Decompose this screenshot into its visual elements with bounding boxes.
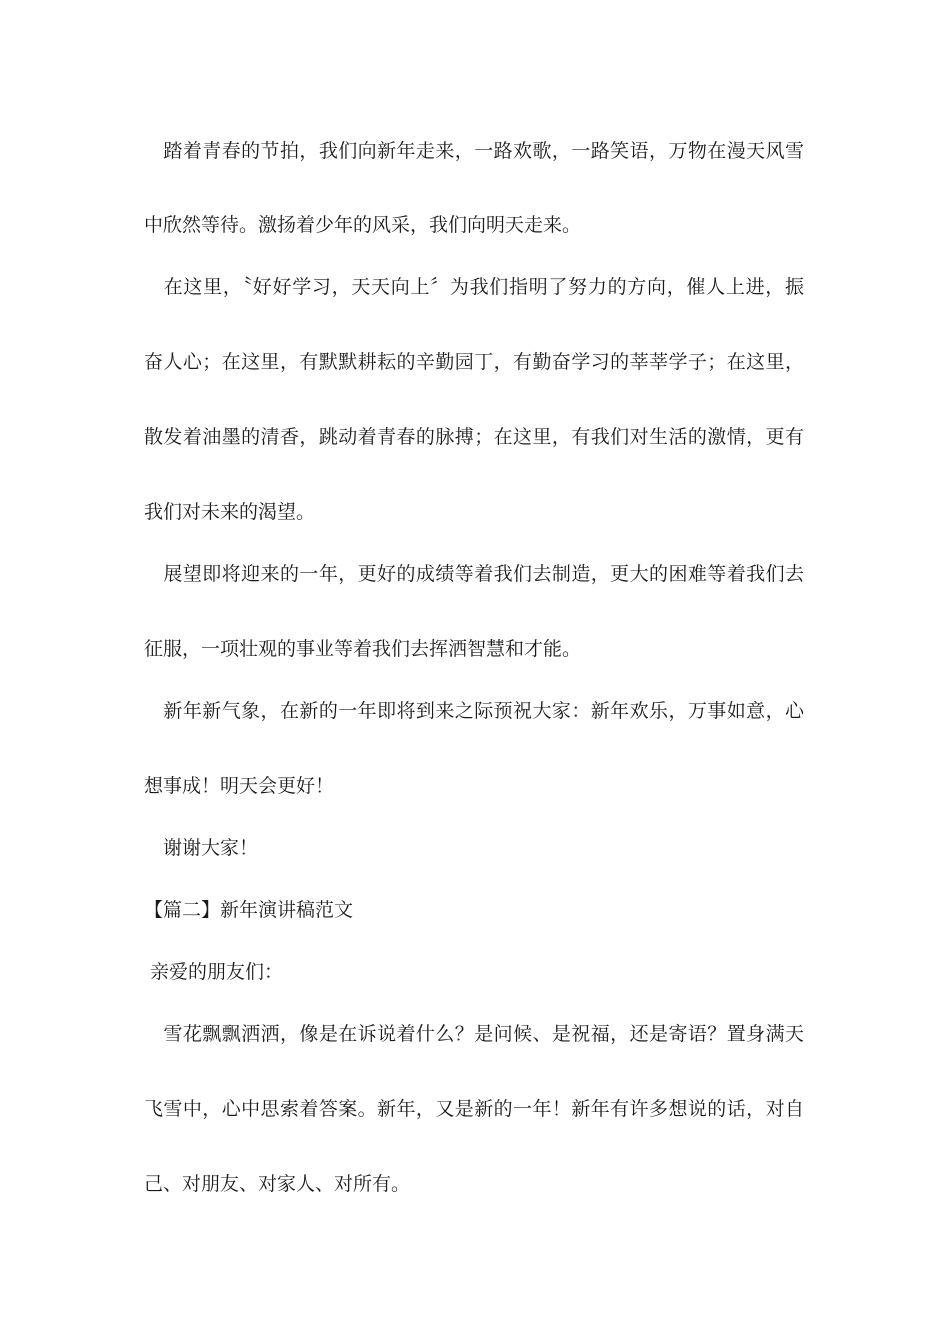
paragraph-2-line-1: 在这里，〝好好学习，天天向上〞为我们指明了努力的方向，催人上进，振: [144, 276, 804, 298]
paragraph-2-line-4: 我们对未来的渴望。: [144, 501, 316, 523]
paragraph-1-line-1: 踏着青春的节拍，我们向新年走来，一路欢歌，一路笑语，万物在漫天风雪: [144, 140, 804, 162]
paragraph-3-line-2: 征服，一项壮观的事业等着我们去挥洒智慧和才能。: [144, 638, 582, 660]
paragraph-2-line-2: 奋人心；在这里，有默默耕耘的辛勤园丁，有勤奋学习的莘莘学子；在这里，: [144, 351, 804, 373]
section-heading: 【篇二】新年演讲稿范文: [144, 899, 354, 921]
closing-thanks: 谢谢大家！: [144, 837, 259, 859]
paragraph-4-line-2: 想事成！明天会更好！: [144, 775, 335, 797]
paragraph-1-line-2: 中欣然等待。激扬着少年的风采，我们向明天走来。: [144, 214, 582, 236]
paragraph-4-line-1: 新年新气象，在新的一年即将到来之际预祝大家：新年欢乐，万事如意，心: [144, 700, 804, 722]
paragraph-2-line-3: 散发着油墨的清香，跳动着青春的脉搏；在这里，有我们对生活的激情，更有: [144, 426, 804, 448]
paragraph-5-line-3: 己、对朋友、对家人、对所有。: [144, 1173, 411, 1195]
paragraph-5-line-1: 雪花飘飘洒洒，像是在诉说着什么？是问候、是祝福，还是寄语？置身满天: [144, 1023, 804, 1045]
paragraph-5-line-2: 飞雪中，心中思索着答案。新年，又是新的一年！新年有许多想说的话，对自: [144, 1098, 804, 1120]
paragraph-3-line-1: 展望即将迎来的一年，更好的成绩等着我们去制造，更大的困难等着我们去: [144, 563, 804, 585]
salutation: 亲爱的朋友们：: [144, 961, 284, 983]
